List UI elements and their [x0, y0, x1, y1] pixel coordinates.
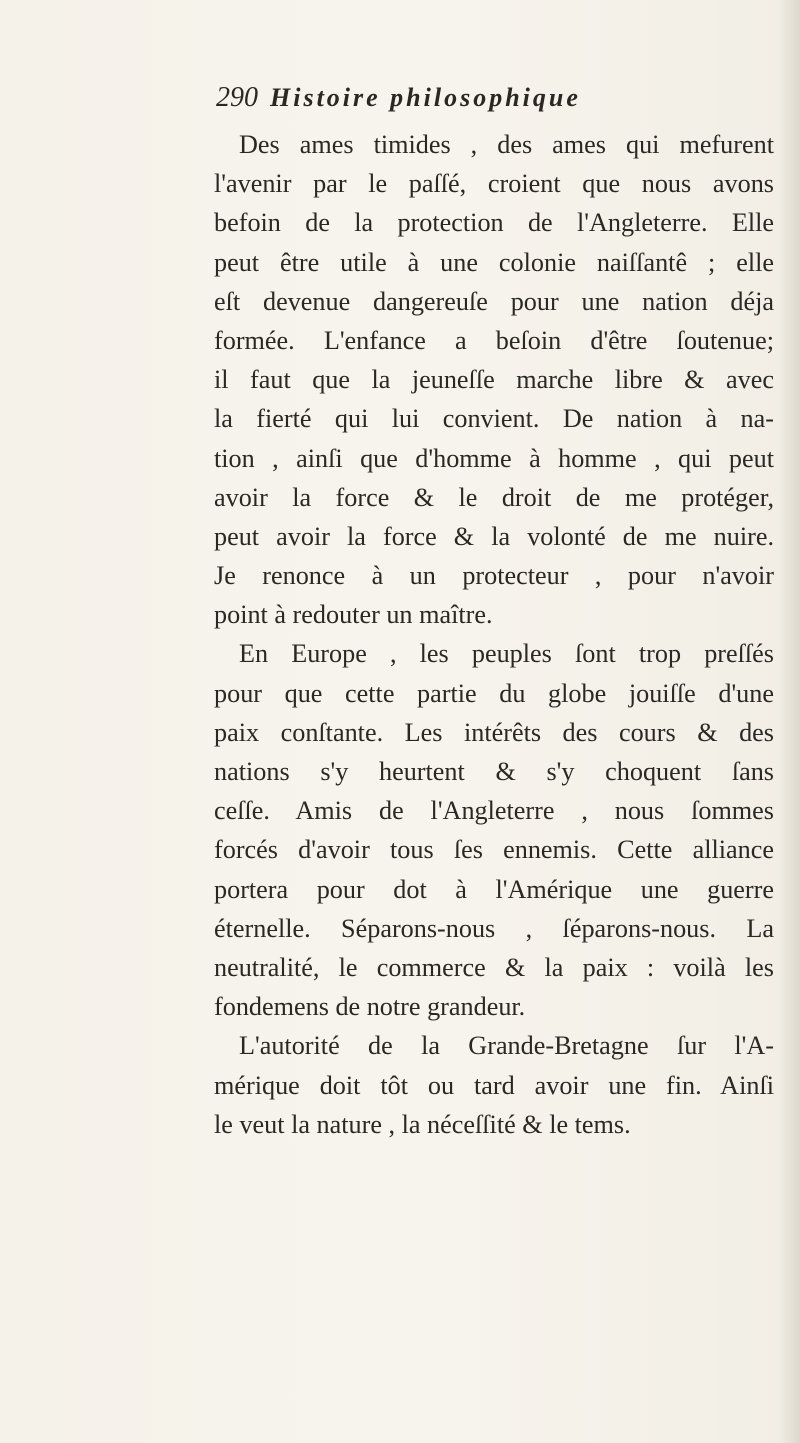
- text-line: point à redouter un maître.: [214, 600, 493, 630]
- text-line: L'autorité de la Grande-Bretagne ſur l'A-: [239, 1031, 774, 1061]
- text-line: befoin de la protection de l'Angleterre. Elle: [214, 208, 774, 238]
- text-line: tion , ainſi que d'homme à homme , qui peut: [214, 443, 774, 473]
- text-line: neutralité, le commerce & la paix : voilà les: [214, 952, 774, 982]
- text-line: éternelle. Séparons-nous , ſéparons-nous. La: [214, 913, 774, 943]
- text-line: pour que cette partie du globe jouiſſe d'une: [214, 678, 774, 708]
- text-line: forcés d'avoir tous ſes ennemis. Cette alliance: [214, 835, 774, 865]
- running-title: Histoire philosophique: [270, 83, 581, 112]
- page-header: [216, 82, 756, 118]
- text-line: Des ames timides , des ames qui mefurent: [239, 130, 774, 159]
- text-line: fondemens de notre grandeur.: [214, 992, 526, 1022]
- text-line: peut être utile à une colonie naiſſantê ; elle: [214, 247, 774, 277]
- text-line: nations s'y heurtent & s'y choquent ſans: [214, 757, 774, 786]
- text-line: Je renonce à un protecteur , pour n'avoir: [214, 561, 774, 591]
- text-line: avoir la force & le droit de me protéger,: [214, 482, 774, 512]
- text-line: peut avoir la force & la volonté de me nuire.: [214, 521, 774, 551]
- text-line: il faut que la jeuneſſe marche libre & avec: [214, 365, 774, 395]
- text-line: le veut la nature , la néceſſité & le tems.: [214, 1109, 631, 1139]
- text-line: l'avenir par le paſſé, croient que nous avons: [214, 169, 774, 199]
- page-number: 290: [216, 82, 258, 113]
- text-line: mérique doit tôt ou tard avoir une fin. Ainſi: [214, 1070, 774, 1100]
- text-line: paix conſtante. Les intérêts des cours & des: [214, 717, 774, 747]
- text-line: la fierté qui lui convient. De nation à na-: [214, 404, 774, 434]
- text-line: formée. L'enfance a beſoin d'être ſoutenue;: [214, 325, 774, 355]
- text-line: eſt devenue dangereuſe pour une nation déja: [214, 286, 774, 316]
- text-line: ceſſe. Amis de l'Angleterre , nous ſommes: [214, 796, 774, 826]
- text-line: En Europe , les peuples ſont trop preſſés: [239, 639, 774, 669]
- text-line: portera pour dot à l'Amérique une guerre: [214, 874, 774, 904]
- body-text: [214, 125, 774, 1144]
